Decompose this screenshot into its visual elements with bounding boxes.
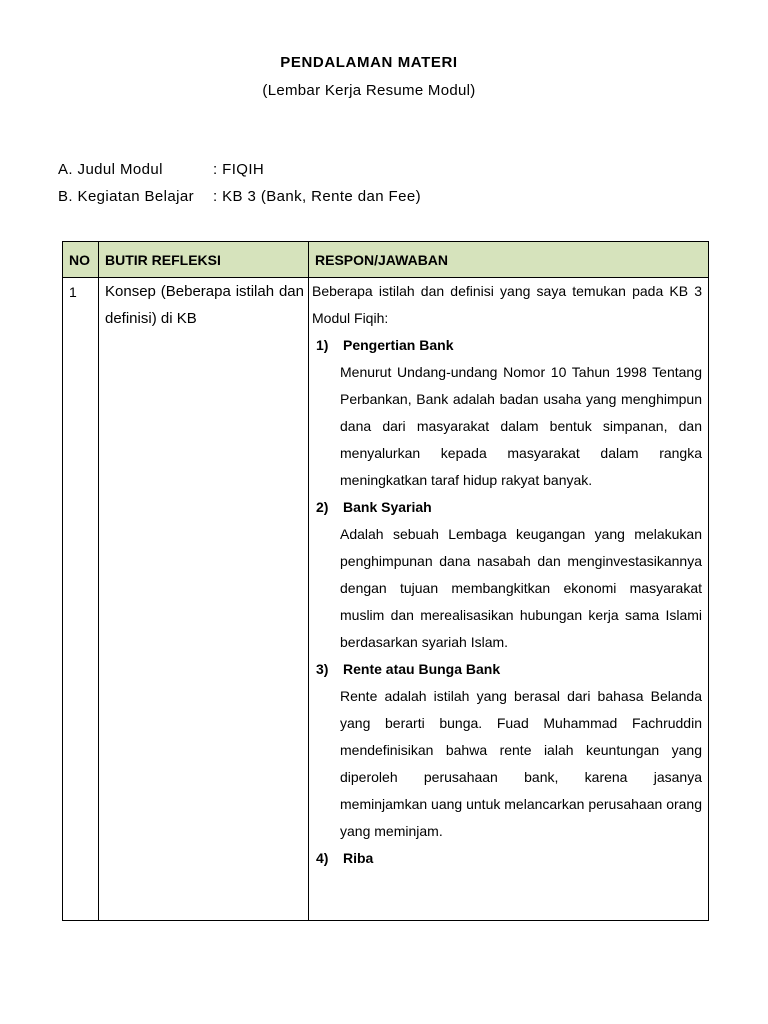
column-header-no: NO (63, 242, 99, 278)
reflection-item: Konsep (Beberapa istilah dan definisi) di KB (99, 278, 309, 921)
table-header-row (63, 242, 709, 278)
learning-activity-value: : KB 3 (Bank, Rente dan Fee) (213, 188, 421, 205)
learning-activity-label: B. Kegiatan Belajar (58, 188, 195, 205)
list-item-number: 1) (316, 337, 329, 353)
list-item-heading (312, 332, 702, 359)
list-item-body: Adalah sebuah Lembaga keugangan yang melakukan penghimpunan dana nasabah dan menginvestasikannya dengan tujuan membangkitkan ekonomi masyarakat muslim dan merealisasikan hubungan kerja sama Islami berdasarkan syariah Islam. (340, 526, 702, 650)
list-item-body: Rente adalah istilah yang berasal dari bahasa Belanda yang berarti bunga. Fuad Muhammad Fachruddin mendefinisikan bahwa rente ialah keuntungan yang diperoleh perusahaan bank, karena jasanya meminjamkan uang untuk melancarkan perusahaan orang yang meminjam. (340, 688, 702, 839)
learning-activity-line (58, 188, 421, 205)
list-item-number: 2) (316, 499, 329, 515)
module-title-value: : FIQIH (213, 161, 265, 178)
column-header-respon: RESPON/JAWABAN (309, 242, 709, 278)
list-item-title: Bank Syariah (343, 499, 432, 515)
table-row (63, 278, 709, 921)
module-title-line (58, 161, 264, 178)
list-item-title: Pengertian Bank (343, 337, 454, 353)
column-header-butir: BUTIR REFLEKSI (99, 242, 309, 278)
module-title-label: A. Judul Modul (58, 161, 163, 178)
response-cell (309, 278, 709, 921)
list-item-heading (312, 656, 702, 683)
list-item-heading (312, 494, 702, 521)
reflection-table (62, 241, 709, 921)
list-item-body: Menurut Undang-undang Nomor 10 Tahun 1998 Tentang Perbankan, Bank adalah badan usaha yang menghimpun dana dari masyarakat dalam bentuk simpanan, dan menyalurkan kepada masyarakat dalam rangka meningkatkan taraf hidup rakyat banyak. (340, 364, 702, 488)
list-item-number: 3) (316, 661, 329, 677)
list-item-title: Rente atau Bunga Bank (343, 661, 501, 677)
row-number: 1 (63, 278, 99, 921)
page-title: PENDALAMAN MATERI (280, 54, 458, 71)
response-intro: Beberapa istilah dan definisi yang saya temukan pada KB 3 Modul Fiqih: (312, 283, 702, 326)
list-item-heading (312, 845, 702, 872)
list-item-number: 4) (316, 850, 329, 866)
list-item-title: Riba (343, 850, 374, 866)
page-subtitle: (Lembar Kerja Resume Modul) (262, 82, 476, 99)
